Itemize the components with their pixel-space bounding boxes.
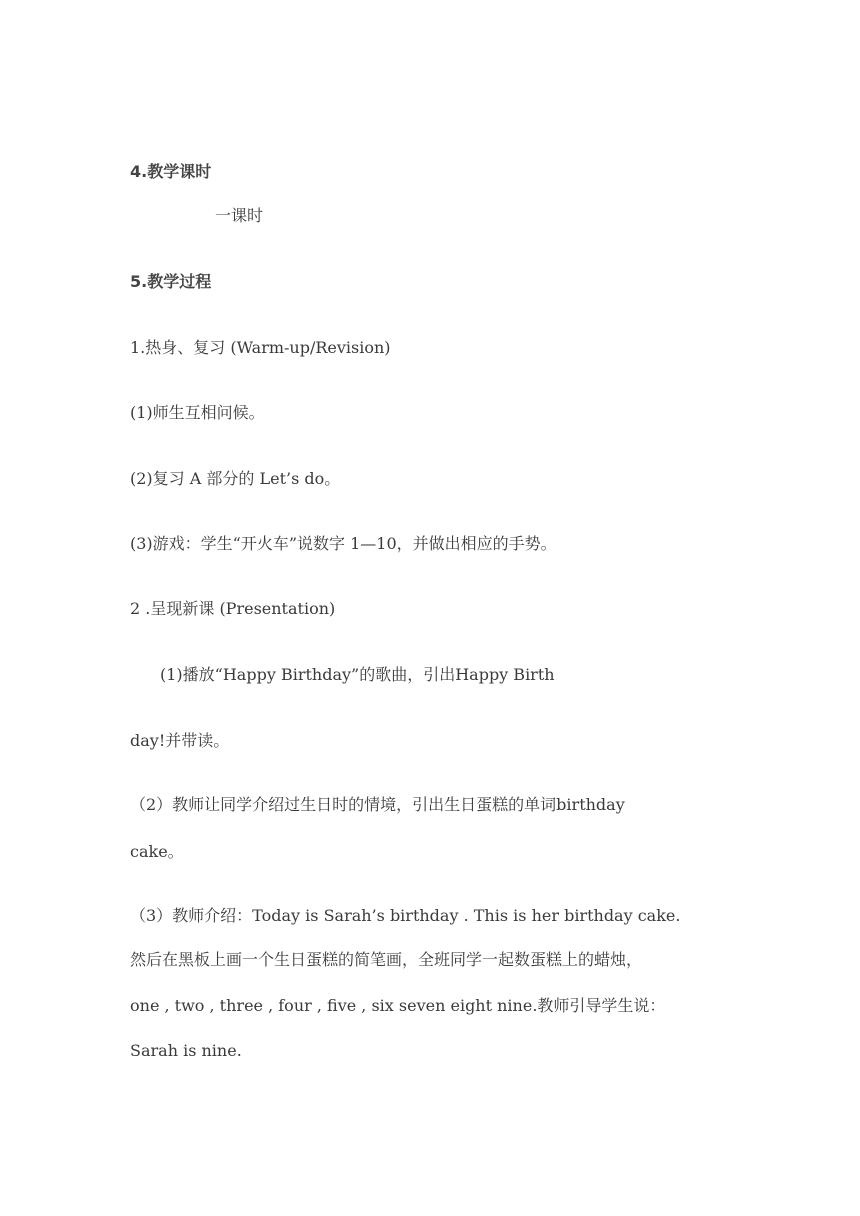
class-hours-value: 一课时 [215,206,264,225]
step-presentation-item-3-line-3: one , two , three , four , five , six seven eight nine.教师引导学生说： [130,996,666,1015]
step-presentation-item-3-line-2: 然后在黑板上画一个生日蛋糕的简笔画，全班同学一起数蛋糕上的蜡烛， [130,950,643,969]
step-presentation-item-2-line-2: cake。 [130,842,184,861]
step-presentation-title: 2 .呈现新课 (Presentation) [130,599,336,618]
step-warmup-item-1: (1)师生互相问候。 [130,403,265,422]
step-presentation-item-1-line-2: day!并带读。 [130,731,230,750]
step-warmup-item-3: (3)游戏：学生“开火车”说数字 1—10，并做出相应的手势。 [130,534,557,553]
step-warmup-title: 1.热身、复习 (Warm-up/Revision) [130,338,391,357]
step-presentation-item-1-line-1: (1)播放“Happy Birthday”的歌曲，引出Happy Birth [160,665,555,684]
step-presentation-item-3-line-1: （3）教师介绍：Today is Sarah’s birthday . This is her birthday cake. [130,906,681,925]
section-heading-teaching-process: 5.教学过程 [130,272,212,291]
step-presentation-item-3-line-4: Sarah is nine. [130,1041,242,1060]
step-warmup-item-2: (2)复习 A 部分的 Let’s do。 [130,469,341,488]
section-heading-class-hours: 4.教学课时 [130,162,212,181]
step-presentation-item-2-line-1: （2）教师让同学介绍过生日时的情境，引出生日蛋糕的单词birthday [130,795,625,814]
